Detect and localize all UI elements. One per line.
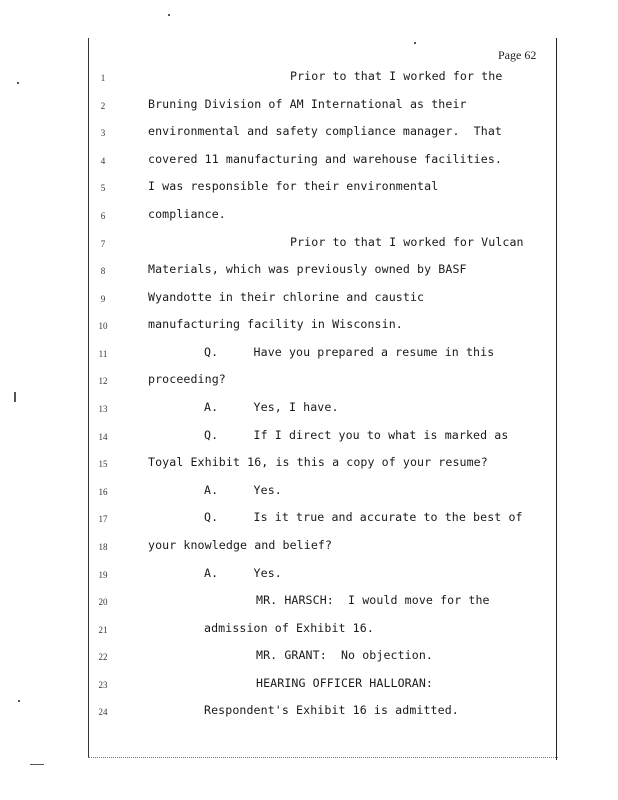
line-number: 22	[98, 652, 108, 662]
line-number: 5	[100, 183, 106, 193]
line-number: 21	[98, 625, 108, 635]
transcript-line	[0, 97, 618, 117]
transcript-line	[0, 621, 618, 641]
transcript-line	[0, 124, 618, 144]
scan-speck	[30, 764, 44, 765]
transcript-line	[0, 207, 618, 227]
line-number: 15	[98, 459, 108, 469]
transcript-line	[0, 538, 618, 558]
line-number: 18	[98, 542, 108, 552]
line-number: 13	[98, 404, 108, 414]
line-text: MR. HARSCH: I would move for the	[256, 593, 490, 607]
scan-speck	[14, 392, 16, 402]
line-number: 19	[98, 570, 108, 580]
transcript-line	[0, 235, 618, 255]
line-number: 7	[100, 239, 106, 249]
line-text: Prior to that I worked for the	[290, 69, 503, 83]
transcript-line	[0, 428, 618, 448]
transcript-line	[0, 593, 618, 613]
line-text: manufacturing facility in Wisconsin.	[148, 317, 403, 331]
transcript-line	[0, 510, 618, 530]
transcript-line	[0, 262, 618, 282]
transcript-line	[0, 400, 618, 420]
line-text: MR. GRANT: No objection.	[256, 648, 434, 662]
line-text: covered 11 manufacturing and warehouse facilities.	[148, 152, 503, 166]
line-number: 9	[100, 294, 106, 304]
page-number: Page 62	[498, 48, 537, 62]
line-text: Wyandotte in their chlorine and caustic	[148, 290, 425, 304]
transcript-line	[0, 483, 618, 503]
transcript-line	[0, 152, 618, 172]
line-number: 6	[100, 211, 106, 221]
transcript-line	[0, 455, 618, 475]
line-number: 17	[98, 514, 108, 524]
line-text: A. Yes.	[204, 483, 282, 497]
line-text: Q. Is it true and accurate to the best of	[204, 510, 523, 524]
transcript-line	[0, 703, 618, 723]
line-text: Toyal Exhibit 16, is this a copy of your resume?	[148, 455, 488, 469]
transcript-line	[0, 290, 618, 310]
line-number: 10	[98, 321, 108, 331]
line-number: 1	[100, 73, 106, 83]
transcript-line	[0, 648, 618, 668]
line-number: 23	[98, 680, 108, 690]
transcript-line	[0, 317, 618, 337]
line-number: 24	[98, 707, 108, 717]
line-number: 11	[98, 349, 108, 359]
bottom-rule	[88, 757, 558, 758]
scan-speck	[168, 14, 170, 16]
line-text: compliance.	[148, 207, 226, 221]
line-text: HEARING OFFICER HALLORAN:	[256, 676, 434, 690]
transcript-line	[0, 179, 618, 199]
line-text: environmental and safety compliance manager. That	[148, 124, 503, 138]
line-text: Respondent's Exhibit 16 is admitted.	[204, 703, 459, 717]
transcript-line	[0, 676, 618, 696]
line-text: I was responsible for their environmental	[148, 179, 439, 193]
transcript-line	[0, 372, 618, 392]
line-text: admission of Exhibit 16.	[204, 621, 374, 635]
line-number: 16	[98, 487, 108, 497]
line-number: 3	[100, 128, 106, 138]
line-text: Bruning Division of AM International as their	[148, 97, 467, 111]
line-number: 4	[100, 156, 106, 166]
line-text: A. Yes.	[204, 566, 282, 580]
line-number: 2	[100, 101, 106, 111]
scan-speck	[17, 82, 19, 84]
line-text: Materials, which was previously owned by BASF	[148, 262, 467, 276]
line-number: 12	[98, 376, 108, 386]
line-text: proceeding?	[148, 372, 226, 386]
line-number: 8	[100, 266, 106, 276]
line-number: 14	[98, 432, 108, 442]
scan-speck	[414, 42, 416, 44]
transcript-line	[0, 69, 618, 89]
line-text: Q. Have you prepared a resume in this	[204, 345, 495, 359]
scan-speck	[18, 700, 20, 702]
line-text: Q. If I direct you to what is marked as	[204, 428, 509, 442]
line-number: 20	[98, 597, 108, 607]
line-text: A. Yes, I have.	[204, 400, 339, 414]
transcript-line	[0, 345, 618, 365]
line-text: Prior to that I worked for Vulcan	[290, 235, 524, 249]
transcript-line	[0, 566, 618, 586]
line-text: your knowledge and belief?	[148, 538, 333, 552]
